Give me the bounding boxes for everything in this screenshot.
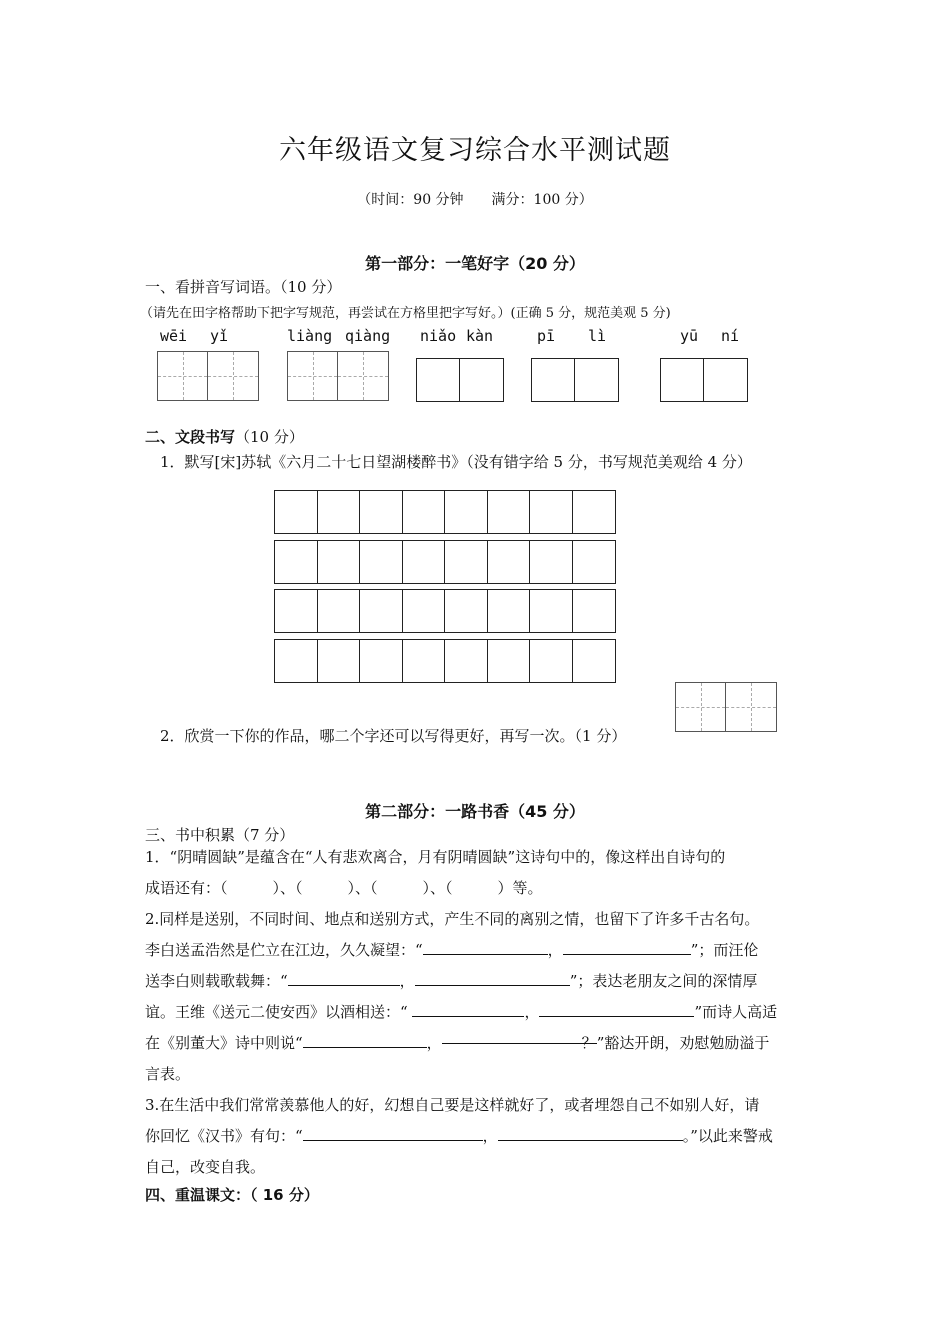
part2-heading: 第二部分：一路书香（45 分）	[365, 802, 585, 821]
q3-item1-line1: 1．“阴晴圆缺”是蕴含在“人有悲欢离合，月有阴晴圆缺”这诗句中的，像这样出自诗句的	[145, 848, 726, 866]
grid-cell[interactable]	[359, 490, 403, 534]
grid-cell[interactable]	[274, 639, 318, 683]
grid-cell[interactable]	[274, 490, 318, 534]
pinyin-3a: niǎo	[420, 327, 457, 345]
text: 谊。王维《送元二使安西》以酒相送：“	[145, 1003, 413, 1021]
q2-title-row	[145, 426, 304, 447]
text: ”而诗人高适	[694, 1003, 778, 1021]
pinyin-4b: lì	[588, 327, 607, 345]
tianzige-word-1[interactable]	[157, 351, 259, 401]
answer-blank[interactable]	[303, 1032, 427, 1048]
grid-cell[interactable]	[317, 490, 361, 534]
answer-blank[interactable]	[442, 1028, 597, 1052]
tianzige-cell[interactable]	[157, 351, 208, 401]
q3-item1-line2: 成语还有：（ ）、（ ）、（ ）、（ ）等。	[145, 879, 543, 897]
tianzige-cell[interactable]	[207, 351, 259, 401]
grid-cell[interactable]	[359, 639, 403, 683]
grid-cell[interactable]	[529, 540, 573, 584]
pinyin-3b: kàn	[466, 327, 494, 345]
square-cell[interactable]	[416, 358, 460, 402]
grid-cell[interactable]	[444, 540, 488, 584]
q3-item3	[145, 1090, 810, 1183]
grid-row	[274, 540, 616, 584]
pinyin-5b: ní	[721, 327, 740, 345]
square-cell[interactable]	[574, 358, 619, 402]
part1-heading: 第一部分：一笔好字（20 分）	[365, 254, 585, 273]
tianzige-rewrite[interactable]	[675, 682, 777, 732]
grid-cell[interactable]	[274, 589, 318, 633]
grid-cell[interactable]	[317, 589, 361, 633]
text: 你回忆《汉书》有句：“	[145, 1127, 303, 1145]
q3-item2	[145, 904, 810, 1090]
q1-title: 一、看拼音写词语。（10 分）	[145, 278, 342, 296]
text: ，	[426, 1034, 442, 1052]
square-cell[interactable]	[531, 358, 575, 402]
grid-cell[interactable]	[487, 540, 531, 584]
grid-row	[274, 490, 616, 534]
text: 李白送孟浩然是伫立在江边，久久凝望：“	[145, 941, 423, 959]
answer-blank[interactable]	[288, 970, 400, 986]
text: 在《别董大》诗中则说“	[145, 1034, 303, 1052]
q2-title: 二、文段书写	[145, 428, 236, 446]
text: ，	[399, 972, 415, 990]
page-title: 六年级语文复习综合水平测试题	[279, 135, 671, 166]
grid-cell[interactable]	[444, 490, 488, 534]
grid-cell[interactable]	[274, 540, 318, 584]
text: ，	[482, 1127, 498, 1145]
q3-item2-line1: 2.同样是送别，不同时间、地点和送别方式，产生不同的离别之情，也留下了许多千古名句。	[145, 910, 760, 928]
grid-cell[interactable]	[487, 490, 531, 534]
q3-item3-line2	[145, 1121, 810, 1152]
tianzige-cell[interactable]	[287, 351, 338, 401]
text: ”豁达开朗，劝慰勉励溢于	[596, 1034, 770, 1052]
text: ，	[547, 941, 563, 959]
q3-item2-line4	[145, 997, 810, 1028]
answer-blank[interactable]	[423, 939, 548, 955]
answer-blank[interactable]	[539, 1001, 694, 1017]
pinyin-2b: qiàng	[345, 327, 391, 345]
q3-item2-line2	[145, 935, 810, 966]
answer-blank[interactable]	[415, 970, 570, 986]
grid-cell[interactable]	[572, 589, 616, 633]
grid-row	[274, 639, 616, 683]
q3-item2-line3	[145, 966, 810, 997]
grid-cell[interactable]	[402, 540, 446, 584]
answer-blank[interactable]	[563, 939, 691, 955]
square-cell[interactable]	[660, 358, 704, 402]
q3-title: 三、书中积累（7 分）	[145, 826, 295, 844]
q2-item2: 2．欣赏一下你的作品，哪二个字还可以写得更好，再写一次。（1 分）	[160, 727, 627, 745]
q3-item3-line3: 自己，改变自我。	[145, 1158, 266, 1176]
grid-cell[interactable]	[487, 639, 531, 683]
square-word-3[interactable]	[416, 358, 504, 402]
q4-title: 四、重温课文：（ 16 分）	[145, 1186, 319, 1204]
answer-blank[interactable]	[498, 1125, 683, 1141]
tianzige-word-2[interactable]	[287, 351, 389, 401]
pinyin-1a: wēi	[160, 327, 188, 345]
text: ”；表达老朋友之间的深情厚	[569, 972, 758, 990]
square-word-4[interactable]	[531, 358, 619, 402]
q3-item1	[145, 842, 810, 904]
grid-cell[interactable]	[444, 589, 488, 633]
square-cell[interactable]	[459, 358, 504, 402]
q3-item2-line6: 言表。	[145, 1065, 191, 1083]
text: ，	[524, 1003, 540, 1021]
pinyin-4a: pī	[537, 327, 556, 345]
grid-cell[interactable]	[529, 490, 573, 534]
grid-cell[interactable]	[402, 639, 446, 683]
grid-cell[interactable]	[572, 490, 616, 534]
q3-item3-line1: 3.在生活中我们常常羡慕他人的好，幻想自己要是这样就好了，或者埋怨自己不如别人好，请	[145, 1096, 760, 1114]
pinyin-1b: yǐ	[210, 327, 229, 345]
grid-cell[interactable]	[402, 589, 446, 633]
square-cell[interactable]	[703, 358, 748, 402]
text: 。”以此来警戒	[682, 1127, 773, 1145]
text: ”；而汪伦	[690, 941, 759, 959]
tianzige-cell[interactable]	[337, 351, 389, 401]
grid-cell[interactable]	[487, 589, 531, 633]
grid-cell[interactable]	[529, 639, 573, 683]
tianzige-cell[interactable]	[725, 682, 777, 732]
pinyin-2a: liàng	[287, 327, 333, 345]
question-mark: ？	[581, 1034, 597, 1052]
pinyin-5a: yū	[680, 327, 699, 345]
grid-cell[interactable]	[572, 540, 616, 584]
answer-blank[interactable]	[303, 1125, 483, 1141]
q1-instruction: （请先在田字格帮助下把字写规范，再尝试在方格里把字写好。）(正确 5 分，规范美观 5 分)	[140, 306, 671, 321]
answer-blank[interactable]	[412, 1001, 524, 1017]
exam-info: （时间：90 分钟 满分：100 分）	[357, 192, 593, 208]
q2-item1: 1．默写[宋]苏轼《六月二十七日望湖楼醉书》（没有错字给 5 分，书写规范美观给 4 分）	[160, 453, 752, 471]
q2-score: （10 分）	[235, 428, 304, 446]
grid-cell[interactable]	[402, 490, 446, 534]
grid-cell[interactable]	[529, 589, 573, 633]
grid-cell[interactable]	[444, 639, 488, 683]
square-word-5[interactable]	[660, 358, 748, 402]
grid-cell[interactable]	[572, 639, 616, 683]
q3-item2-line5	[145, 1028, 810, 1059]
grid-cell[interactable]	[317, 639, 361, 683]
grid-cell[interactable]	[359, 540, 403, 584]
grid-cell[interactable]	[317, 540, 361, 584]
grid-row	[274, 589, 616, 633]
grid-cell[interactable]	[359, 589, 403, 633]
tianzige-cell[interactable]	[675, 682, 726, 732]
text: 送李白则载歌载舞：“	[145, 972, 288, 990]
